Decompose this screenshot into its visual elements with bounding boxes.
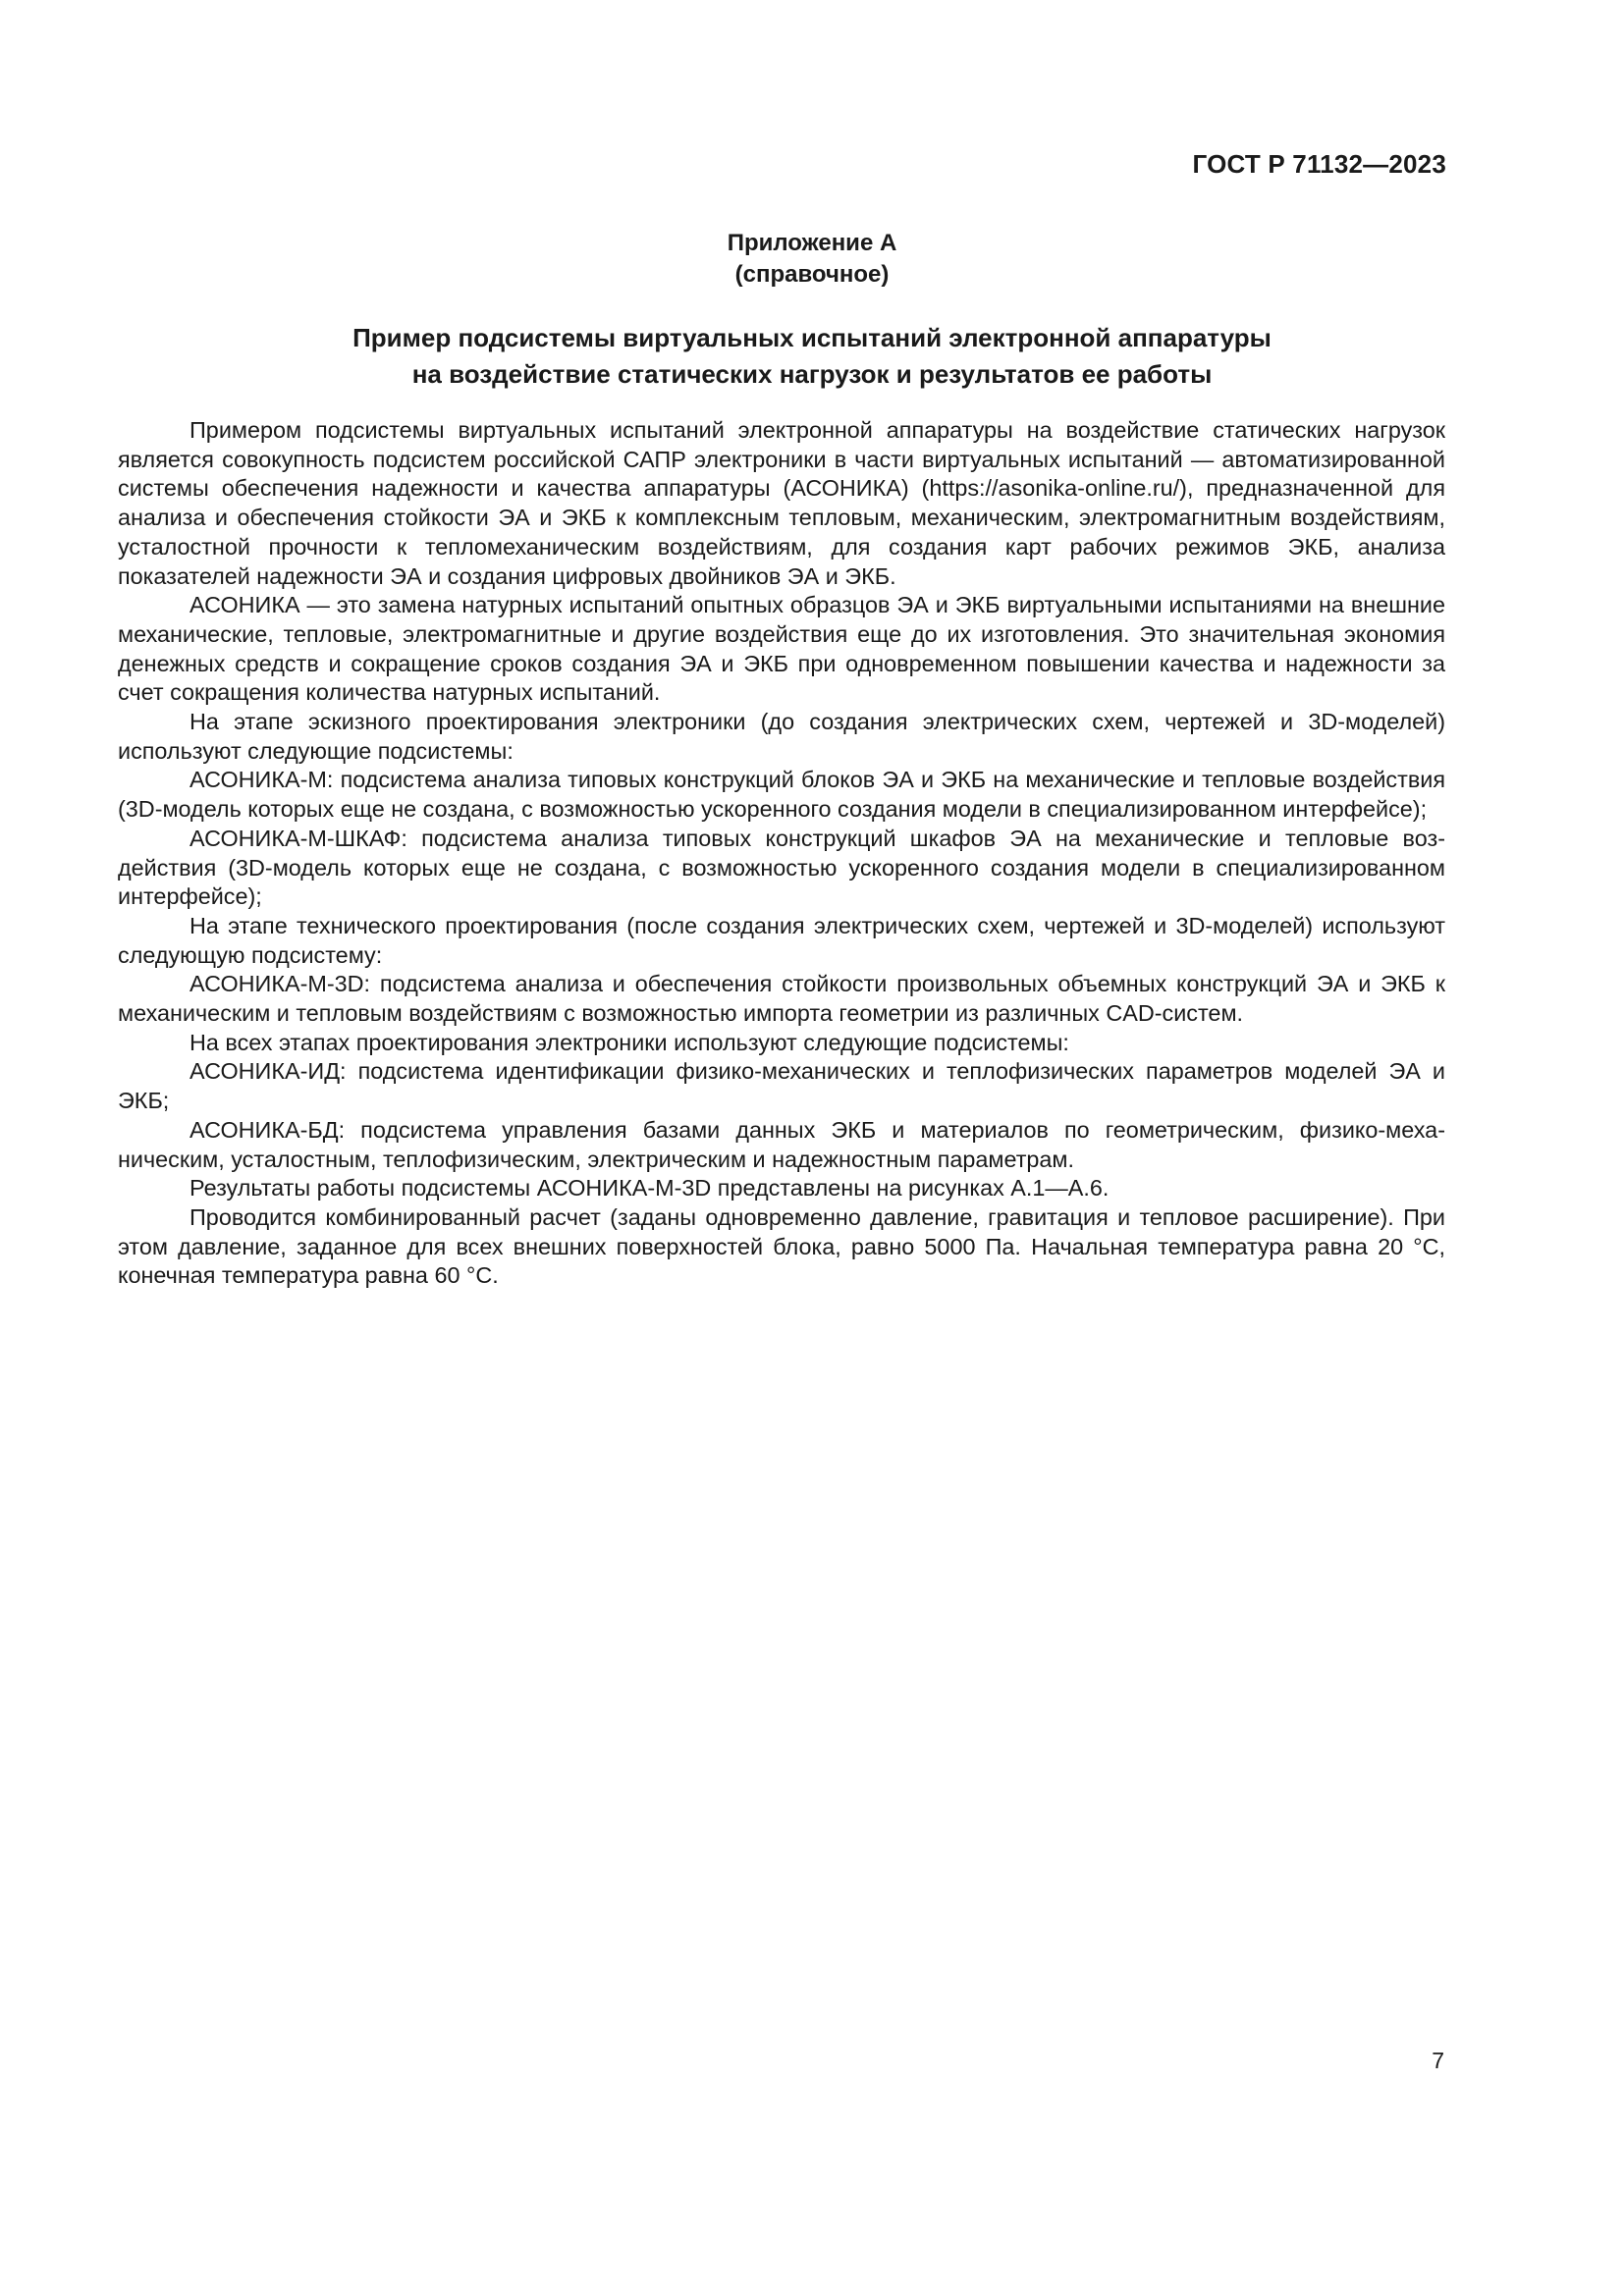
paragraph: АСОНИКА-М: подсистема анализа типовых конструкций блоков ЭА и ЭКБ на механические и тепловые воздействия (3D-модель которых еще не создана, с возможностью ускоренного создания модели в специализированном интерфейсе);	[118, 767, 1445, 823]
body-text	[118, 416, 1445, 1291]
appendix-title	[0, 320, 1624, 393]
paragraph: Примером подсистемы виртуальных испытаний электронной аппаратуры на воздействие статических нагрузок является совокупность подсистем российской САПР электроники в части виртуальных испытаний — автоматизированной системы обеспечения надежности и качества аппаратуры (АСОНИКА) (https://asonika-online.​ru/), предназначенной для анализа и обеспечения стойкости ЭА и ЭКБ к комплексным тепловым, механическим, электромагнитным воздействиям, усталостной прочности к тепломеханическим воздействиям, для создания карт рабочих режимов ЭКБ, анализа показателей надежности ЭА и создания цифровых двойников ЭА и ЭКБ.	[118, 417, 1445, 589]
paragraph: АСОНИКА-М-ШКАФ: подсистема анализа типовых конструкций шкафов ЭА на механические и тепловые воздействия (3D-модель которых еще не создана, с возможностью ускоренного создания модели в специализированном интерфейсе);	[118, 825, 1445, 910]
page-number: 7	[1432, 2048, 1444, 2073]
paragraph: Проводится комбинированный расчет (заданы одновременно давление, гравитация и тепловое расширение). При этом давление, заданное для всех внешних поверхностей блока, равно 5000 Па. Начальная температура равна 20 °С, конечная температура равна 60 °С.	[118, 1203, 1445, 1289]
paragraph: АСОНИКА-ИД: подсистема идентификации физико-механических и теплофизических параметров моделей ЭА и ЭКБ;	[118, 1058, 1445, 1114]
document-number: ГОСТ Р 71132—2023	[1192, 149, 1446, 179]
paragraph: АСОНИКА — это замена натурных испытаний опытных образцов ЭА и ЭКБ виртуальными испытаниями на внешние механические, тепловые, электромагнитные и другие воздействия еще до их изготовления. Это значительная экономия денежных средств и сокращение сроков создания ЭА и ЭКБ при одновременном повышении качества и надежности за счет сокращения количества натурных испытаний.	[118, 592, 1445, 706]
appendix-title-line-1: Пример подсистемы виртуальных испытаний электронной аппаратуры	[352, 323, 1272, 352]
appendix-heading	[0, 228, 1624, 291]
paragraph: На этапе технического проектирования (после создания электрических схем, чертежей и 3D-моделей) используют следующую подсистему:	[118, 912, 1445, 968]
paragraph: На всех этапах проектирования электроники используют следующие подсистемы:	[189, 1029, 1069, 1055]
paragraph: На этапе эскизного проектирования электроники (до создания электрических схем, чертежей и 3D-моделей) используют следующие подсистемы:	[118, 709, 1445, 764]
appendix-type: (справочное)	[734, 261, 890, 288]
paragraph: Результаты работы подсистемы АСОНИКА-М-3D представлены на рисунках А.1—А.6.	[189, 1175, 1110, 1201]
paragraph: АСОНИКА-БД: подсистема управления базами данных ЭКБ и материалов по геометрическим, физико-механическим, усталостным, теплофизическим, электрическим и надежностным параметрам.	[118, 1116, 1445, 1172]
appendix-title-line-2: на воздействие статических нагрузок и результатов ее работы	[411, 359, 1213, 389]
appendix-label: Приложение А	[727, 230, 897, 256]
paragraph: АСОНИКА-М-3D: подсистема анализа и обеспечения стойкости произвольных объемных конструкций ЭА и ЭКБ к механическим и тепловым воздействиям с возможностью импорта геометрии из различных CAD-систем.	[118, 971, 1445, 1027]
